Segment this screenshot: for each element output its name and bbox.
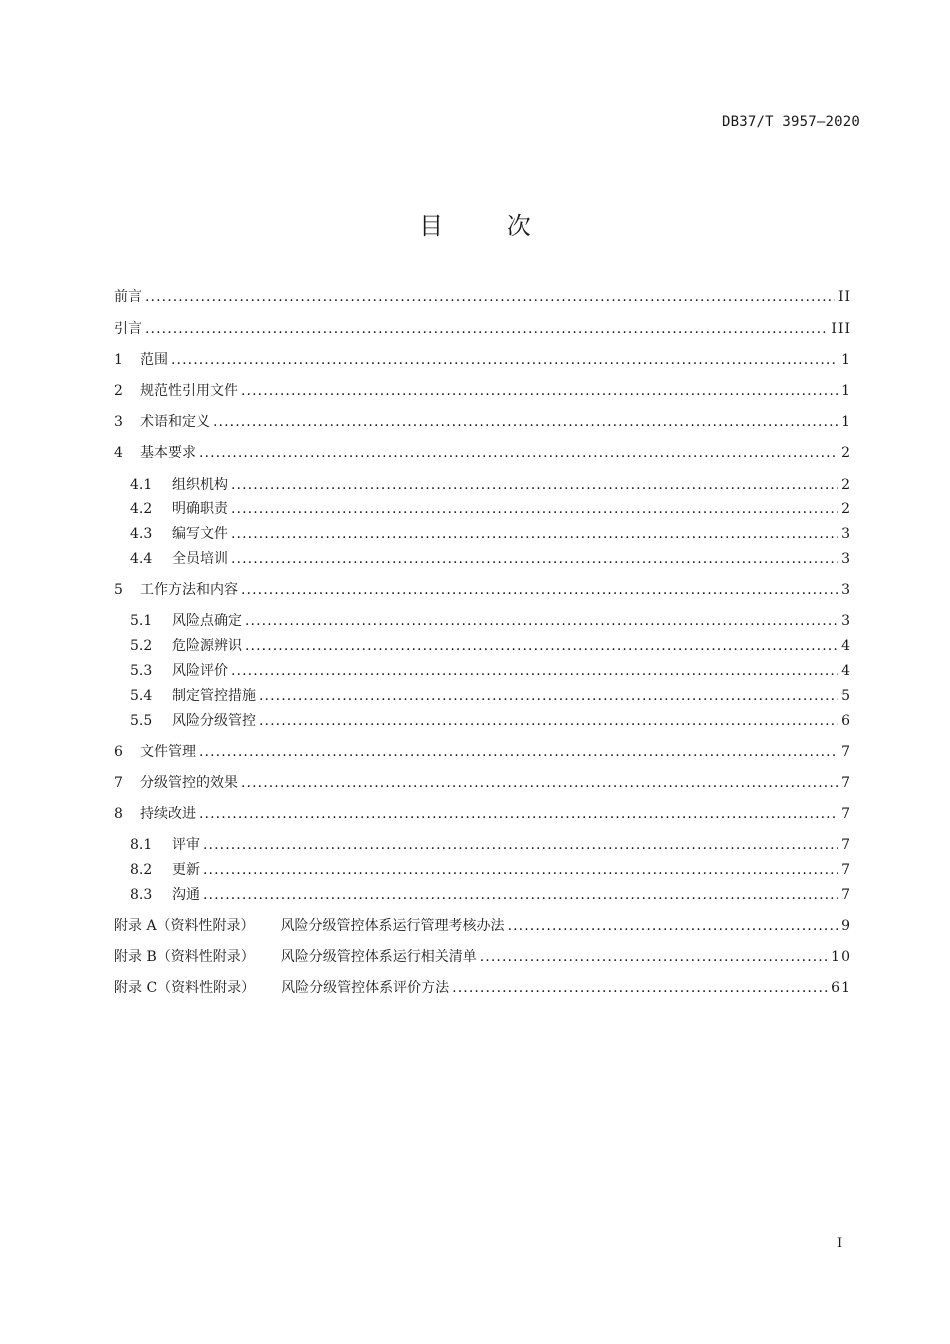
toc-entry-number: 8.3	[130, 887, 153, 903]
toc-entry-title: 更新	[172, 862, 200, 878]
toc-entry-title: 风险评价	[172, 663, 228, 679]
leader-dots	[203, 859, 838, 881]
toc-entry-page: 7	[841, 806, 851, 822]
toc-entry-page: 9	[841, 918, 851, 934]
toc-entry-page: 7	[841, 775, 851, 791]
toc-entry-number: 4.2	[130, 501, 153, 517]
toc-entry-title: 分级管控的效果	[140, 775, 238, 791]
toc-entry-page: 61	[831, 980, 851, 996]
toc-entry-number: 附录 C（资料性附录）	[114, 980, 256, 996]
leader-dots	[245, 610, 838, 632]
toc-entry-number: 4.1	[130, 477, 153, 493]
toc-entry-number: 2	[114, 383, 123, 399]
toc-entry-page: 4	[841, 638, 851, 654]
toc-entry-4-4[interactable]	[130, 548, 851, 570]
toc-entry-page: 3	[841, 613, 851, 629]
toc-entry-title: 制定管控措施	[172, 688, 256, 704]
toc-entry-foreword[interactable]	[114, 286, 851, 308]
leader-dots	[199, 442, 838, 464]
toc-entry-7[interactable]	[114, 772, 851, 794]
toc-entry-4-3[interactable]	[130, 523, 851, 545]
toc-entry-page: III	[831, 321, 851, 337]
table-of-contents	[114, 0, 851, 1344]
leader-dots	[452, 977, 828, 999]
toc-entry-number: 4.4	[130, 551, 153, 567]
toc-entry-number: 5.5	[130, 713, 153, 729]
leader-dots	[231, 548, 838, 570]
toc-entry-number: 8.2	[130, 862, 153, 878]
toc-entry-page: 3	[841, 526, 851, 542]
toc-entry-page: II	[837, 289, 851, 305]
toc-entry-8-3[interactable]	[130, 884, 851, 906]
leader-dots	[231, 523, 838, 545]
toc-entry-page: 2	[841, 477, 851, 493]
toc-entry-6[interactable]	[114, 741, 851, 763]
toc-entry-number: 5	[114, 582, 123, 598]
toc-entry-page: 1	[841, 383, 851, 399]
toc-entry-number: 5.1	[130, 613, 153, 629]
document-code: DB37/T 3957—2020	[721, 114, 860, 130]
toc-entry-page: 3	[841, 582, 851, 598]
leader-dots	[145, 318, 828, 340]
toc-entry-introduction[interactable]	[114, 318, 851, 340]
toc-entry-5-3[interactable]	[130, 660, 851, 682]
toc-entry-page: 6	[841, 713, 851, 729]
toc-entry-number: 5.4	[130, 688, 153, 704]
toc-entry-title: 风险分级管控	[172, 713, 256, 729]
toc-entry-page: 10	[831, 949, 851, 965]
leader-dots	[171, 349, 838, 371]
toc-entry-title: 规范性引用文件	[140, 383, 238, 399]
leader-dots	[231, 660, 838, 682]
toc-entry-appendix-b[interactable]	[114, 946, 851, 968]
toc-entry-number: 6	[114, 744, 123, 760]
leader-dots	[213, 411, 838, 433]
toc-entry-page: 4	[841, 663, 851, 679]
leader-dots	[259, 710, 838, 732]
toc-entry-number: 附录 B（资料性附录）	[114, 949, 255, 965]
toc-entry-number: 4	[114, 445, 123, 461]
toc-entry-5-2[interactable]	[130, 635, 851, 657]
toc-entry-4-1[interactable]	[130, 474, 851, 496]
page-number: I	[837, 1236, 843, 1251]
leader-dots	[245, 635, 838, 657]
leader-dots	[203, 884, 838, 906]
toc-entry-8-2[interactable]	[130, 859, 851, 881]
toc-entry-title: 工作方法和内容	[140, 582, 238, 598]
toc-entry-title: 前言	[114, 289, 142, 305]
toc-entry-page: 7	[841, 837, 851, 853]
toc-entry-4[interactable]	[114, 442, 851, 464]
leader-dots	[231, 498, 838, 520]
toc-entry-2[interactable]	[114, 380, 851, 402]
toc-entry-number: 附录 A（资料性附录）	[114, 918, 255, 934]
toc-entry-page: 7	[841, 744, 851, 760]
leader-dots	[203, 834, 838, 856]
toc-entry-number: 8.1	[130, 837, 153, 853]
leader-dots	[241, 772, 838, 794]
toc-entry-title: 文件管理	[140, 744, 196, 760]
leader-dots	[259, 685, 838, 707]
leader-dots	[145, 286, 835, 308]
leader-dots	[480, 946, 828, 968]
toc-entry-title: 引言	[114, 321, 142, 337]
toc-entry-8[interactable]	[114, 803, 851, 825]
toc-entry-title: 明确职责	[172, 501, 228, 517]
leader-dots	[241, 380, 838, 402]
toc-entry-title: 持续改进	[140, 806, 196, 822]
toc-entry-5-4[interactable]	[130, 685, 851, 707]
toc-entry-title: 危险源辨识	[172, 638, 242, 654]
toc-entry-title: 风险点确定	[172, 613, 242, 629]
toc-entry-title: 编写文件	[172, 526, 228, 542]
toc-entry-appendix-a[interactable]	[114, 915, 851, 937]
toc-entry-number: 1	[114, 352, 123, 368]
toc-entry-page: 2	[841, 501, 851, 517]
leader-dots	[199, 741, 838, 763]
toc-entry-title: 组织机构	[172, 477, 228, 493]
toc-entry-3[interactable]	[114, 411, 851, 433]
toc-title: 目 次	[419, 212, 559, 240]
toc-entry-number: 3	[114, 414, 123, 430]
leader-dots	[231, 474, 838, 496]
toc-entry-page: 5	[841, 688, 851, 704]
toc-entry-4-2[interactable]	[130, 498, 851, 520]
toc-entry-page: 3	[841, 551, 851, 567]
toc-entry-1[interactable]	[114, 349, 851, 371]
toc-entry-appendix-c[interactable]	[114, 977, 851, 999]
toc-entry-title: 范围	[140, 352, 168, 368]
toc-entry-title: 沟通	[172, 887, 200, 903]
toc-entry-page: 1	[841, 414, 851, 430]
toc-entry-title: 全员培训	[172, 551, 228, 567]
toc-entry-title: 术语和定义	[140, 414, 210, 430]
toc-entry-number: 8	[114, 806, 123, 822]
toc-entry-page: 1	[841, 352, 851, 368]
toc-entry-title: 风险分级管控体系评价方法	[281, 980, 450, 996]
toc-entry-5-5[interactable]	[130, 710, 851, 732]
toc-entry-title: 评审	[172, 837, 200, 853]
leader-dots	[199, 803, 838, 825]
toc-entry-title: 风险分级管控体系运行管理考核办法	[280, 918, 505, 934]
toc-entry-page: 7	[841, 862, 851, 878]
leader-dots	[508, 915, 839, 937]
toc-entry-number: 5.2	[130, 638, 153, 654]
toc-entry-number: 7	[114, 775, 123, 791]
toc-entry-5-1[interactable]	[130, 610, 851, 632]
toc-entry-title: 基本要求	[140, 445, 196, 461]
toc-entry-page: 7	[841, 887, 851, 903]
toc-entry-8-1[interactable]	[130, 834, 851, 856]
toc-entry-number: 4.3	[130, 526, 153, 542]
toc-entry-title: 风险分级管控体系运行相关清单	[280, 949, 477, 965]
toc-entry-page: 2	[841, 445, 851, 461]
toc-entry-number: 5.3	[130, 663, 153, 679]
leader-dots	[241, 579, 838, 601]
toc-entry-5[interactable]	[114, 579, 851, 601]
